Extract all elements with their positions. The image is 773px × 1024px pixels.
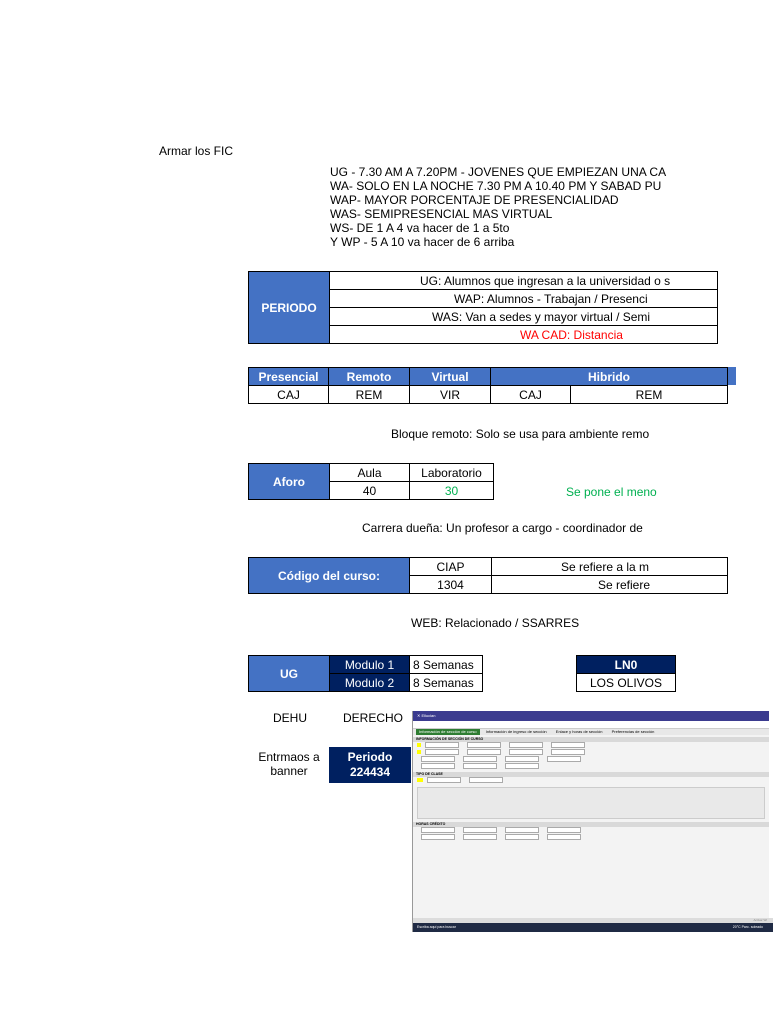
screenshot-title: Ellucian (421, 713, 436, 718)
page-heading: Armar los FIC (159, 144, 234, 158)
screenshot-section: TIPO DE CLASE (413, 772, 769, 777)
periodo-row: WAS: Van a sedes y mayor virtual / Semi (330, 308, 718, 326)
aforo-note: Se pone el meno (566, 485, 657, 499)
periodo-row: UG: Alumnos que ingresan a la universidad o s (330, 272, 718, 290)
screenshot-grid (417, 787, 765, 819)
periodo-table-wrap (248, 271, 671, 351)
screenshot-taskbar (413, 923, 773, 932)
value-virtual: VIR (410, 386, 491, 404)
periodo-label: PERIODO (249, 272, 330, 344)
screenshot-section: INFORMACIÓN DE SECCIÓN DE CURSO (413, 737, 769, 742)
header-presencial: Presencial (249, 368, 329, 386)
note-line: WAP- MAYOR PORCENTAJE DE PRESENCIALIDAD (330, 193, 619, 207)
codigo-desc: Se refiere a la m (492, 558, 728, 576)
taskbar-weather: 20°C Parc. soleado (732, 925, 763, 929)
module-name: Modulo 2 (330, 674, 410, 692)
banner-screenshot (412, 711, 769, 932)
campus-box-wrap (576, 655, 663, 693)
campus-name: LOS OLIVOS (577, 674, 676, 692)
periodo-box-value: 224434 (349, 765, 391, 779)
notes-block (330, 165, 667, 253)
aforo-lab-value: 30 (410, 482, 494, 500)
value-hibrido-rem: REM (571, 386, 728, 404)
header-remoto: Remoto (329, 368, 410, 386)
screenshot-tab[interactable]: Información de ingreso de sección (485, 729, 547, 734)
aforo-table (248, 463, 494, 500)
codigo-value: 1304 (410, 576, 492, 594)
screenshot-infobar (413, 721, 769, 729)
header-virtual: Virtual (410, 368, 491, 386)
periodo-row: WA CAD: Distancia (330, 326, 718, 344)
web-note: WEB: Relacionado / SSARRES (411, 616, 580, 630)
note-line: Y WP - 5 A 10 va hacer de 6 arriba (330, 235, 515, 249)
module-duration: 8 Semanas (410, 674, 483, 692)
codigo-label: Código del curso: (249, 558, 410, 594)
aforo-lab-header: Laboratorio (410, 464, 494, 482)
modalidad-table-wrap (248, 367, 663, 405)
codigo-table-wrap (248, 557, 658, 595)
screenshot-section: HORAS CRÉDITO (413, 822, 769, 827)
ug-label: UG (249, 656, 330, 692)
screenshot-tab[interactable]: Preferencias de sección (611, 729, 655, 734)
note-line: WS- DE 1 A 4 va hacer de 1 a 5to (330, 221, 510, 235)
periodo-box-label: Periodo (347, 750, 393, 764)
codigo-value: CIAP (410, 558, 492, 576)
bloque-remoto-note: Bloque remoto: Solo se usa para ambiente remo (391, 427, 650, 441)
value-remoto: REM (329, 386, 410, 404)
campus-table (576, 655, 676, 692)
entrmaos-label: Entrmaos a banner (258, 750, 320, 778)
periodo-table (248, 271, 718, 344)
screenshot-tab[interactable]: Enlace y horas de sección (555, 729, 603, 734)
campus-code: LN0 (577, 656, 676, 674)
screenshot-tab[interactable]: Información de sección de curso (416, 729, 480, 735)
screenshot-titlebar (413, 711, 769, 721)
aforo-aula-header: Aula (330, 464, 410, 482)
activate-windows: Activar Wi (753, 918, 767, 922)
derecho-label: DERECHO (343, 711, 404, 725)
module-name: Modulo 1 (330, 656, 410, 674)
aforo-aula-value: 40 (330, 482, 410, 500)
taskbar-search[interactable]: Escriba aquí para buscar (417, 925, 456, 929)
header-hibrido: Hibrido (491, 368, 728, 386)
screenshot-tabs (413, 729, 769, 735)
modalidad-table (248, 367, 728, 404)
close-icon: ✕ (417, 713, 421, 718)
aforo-label: Aforo (249, 464, 330, 500)
periodo-box (329, 747, 411, 783)
ug-module-table (248, 655, 483, 692)
dehu-label: DEHU (273, 711, 308, 725)
carrera-note: Carrera dueña: Un profesor a cargo - coordinador de (362, 521, 643, 535)
codigo-table (248, 557, 728, 594)
periodo-row: WAP: Alumnos - Trabajan / Presenci (330, 290, 718, 308)
codigo-desc: Se refiere (492, 576, 728, 594)
value-hibrido-caj: CAJ (491, 386, 571, 404)
value-presencial: CAJ (249, 386, 329, 404)
note-line: UG - 7.30 AM A 7.20PM - JOVENES QUE EMPIEZAN UNA CA (330, 165, 667, 179)
note-line: WAS- SEMIPRESENCIAL MAS VIRTUAL (330, 207, 553, 221)
note-line: WA- SOLO EN LA NOCHE 7.30 PM A 10.40 PM Y SABAD PU (330, 179, 662, 193)
module-duration: 8 Semanas (410, 656, 483, 674)
